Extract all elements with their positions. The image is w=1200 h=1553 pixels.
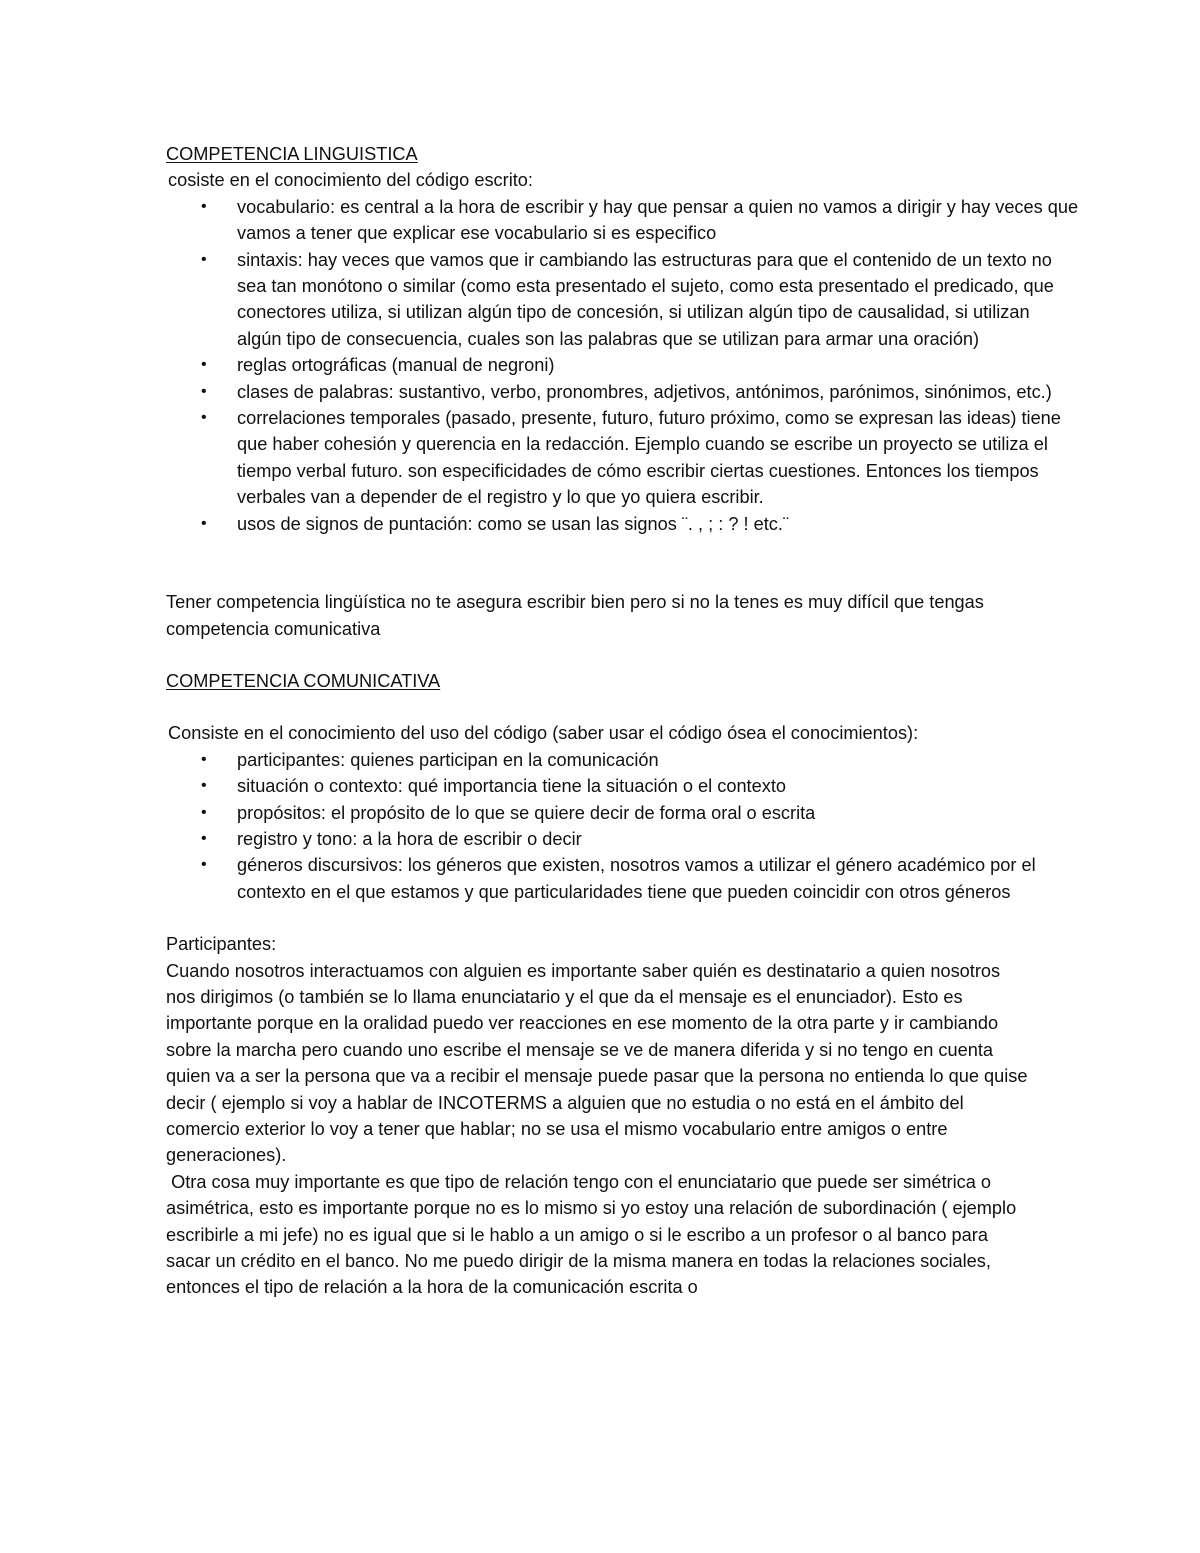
list-item <box>201 194 1079 247</box>
bullet-icon: • <box>201 829 207 847</box>
list-item <box>201 852 1079 905</box>
list-item-text: participantes: quienes participan en la comunicación <box>237 749 659 770</box>
list-item <box>201 773 1079 799</box>
bullet-icon: • <box>201 356 207 374</box>
bullet-icon: • <box>201 382 207 400</box>
bullet-icon: • <box>201 514 207 532</box>
list-item-text: reglas ortográficas (manual de negroni) <box>237 355 555 376</box>
bullet-icon: • <box>201 750 207 768</box>
section-intro-linguistica: cosiste en el conocimiento del código escrito: <box>168 170 533 191</box>
list-item-text: situación o contexto: qué importancia tiene la situación o el contexto <box>237 776 786 797</box>
participantes-label: Participantes: <box>166 934 277 955</box>
list-item <box>201 405 1079 511</box>
paragraph-participantes-2: Otra cosa muy importante es que tipo de relación tengo con el enunciatario que puede ser simétrica o asimétrica, esto es importante porque no es lo mismo si yo estoy una relación de subordinación ( ejemplo escribirle a mi jefe) no es igual que si le hablo a un amigo o si le escribo a un profesor o al banco para sacar un crédito en el banco. No me puedo dirigir de la misma manera en todas la relaciones sociales, entonces el tipo de relación a la hora de la comunicación escrita o <box>166 1171 1022 1298</box>
list-item <box>201 826 1079 852</box>
list-item-text: correlaciones temporales (pasado, presente, futuro, futuro próximo, como se expresan las ideas) tiene que haber cohesión y querencia en la redacción. Ejemplo cuando se escribe un proyecto se utiliza el tiempo verbal futuro. son especificidades de cómo escribir ciertas cuestiones. Entonces los tiempos verbales van a depender de el registro y lo que yo quiera escribir. <box>237 408 1061 508</box>
list-item-text: sintaxis: hay veces que vamos que ir cambiando las estructuras para que el contenido de un texto no sea tan monótono o similar (como esta presentado el sujeto, como esta presentado el predicado, que conectores utiliza, si utilizan algún tipo de concesión, si utilizan algún tipo de causalidad, si utilizan algún tipo de consecuencia, cuales son las palabras que se utilizan para armar una oración) <box>237 249 1054 349</box>
bullet-list-linguistica <box>166 194 1079 537</box>
list-item-text: vocabulario: es central a la hora de escribir y hay que pensar a quien no vamos a dirigir y hay veces que vamos a tener que explicar ese vocabulario si es especifico <box>237 196 1079 244</box>
bullet-list-comunicativa <box>166 747 1079 905</box>
list-item <box>201 379 1079 405</box>
list-item-text: registro y tono: a la hora de escribir o decir <box>237 828 582 849</box>
list-item-text: usos de signos de puntación: como se usan las signos ¨. , ; : ? ! etc.¨ <box>237 513 789 534</box>
bullet-icon: • <box>201 197 207 215</box>
bullet-icon: • <box>201 856 207 874</box>
list-item-text: géneros discursivos: los géneros que existen, nosotros vamos a utilizar el género académico por el contexto en el que estamos y que particularidades tiene que pueden coincidir con otros géneros <box>237 855 1036 902</box>
bullet-icon: • <box>201 777 207 795</box>
document-content <box>166 141 1079 1301</box>
bullet-icon: • <box>201 803 207 821</box>
paragraph-competencia-note: Tener competencia lingüística no te asegura escribir bien pero si no la tenes es muy difícil que tengas competencia comunicativa <box>166 592 984 639</box>
bullet-icon: • <box>201 409 207 427</box>
list-item-text: clases de palabras: sustantivo, verbo, pronombres, adjetivos, antónimos, parónimos, sinónimos, etc.) <box>237 381 1052 402</box>
paragraph-participantes-1: Cuando nosotros interactuamos con alguien es importante saber quién es destinatario a quien nosotros nos dirigimos (o también se lo llama enunciatario y el que da el mensaje es el enunciador). Esto es importante porque en la oralidad puedo ver reacciones en ese momento de la otra parte y ir cambiando sobre la marcha pero cuando uno escribe el mensaje se ve de manera diferida y si no tengo en cuenta quien va a ser la persona que va a recibir el mensaje puede pasar que la persona no entienda lo que quise decir ( ejemplo si voy a hablar de INCOTERMS a alguien que no estudia o no está en el ámbito del comercio exterior lo voy a tener que hablar; no se usa el mismo vocabulario entre amigos o entre generaciones). <box>166 960 1028 1166</box>
list-item-text: propósitos: el propósito de lo que se quiere decir de forma oral o escrita <box>237 802 816 823</box>
list-item <box>201 511 1079 537</box>
section-heading-competencia-linguistica: COMPETENCIA LINGUISTICA <box>166 144 418 164</box>
list-item <box>201 800 1079 826</box>
section-heading-competencia-comunicativa: COMPETENCIA COMUNICATIVA <box>166 670 441 691</box>
list-item <box>201 352 1079 378</box>
list-item <box>201 747 1079 773</box>
section-intro-comunicativa: Consiste en el conocimiento del uso del código (saber usar el código ósea el conocimientos): <box>168 723 919 744</box>
list-item <box>201 247 1079 353</box>
bullet-icon: • <box>201 250 207 268</box>
